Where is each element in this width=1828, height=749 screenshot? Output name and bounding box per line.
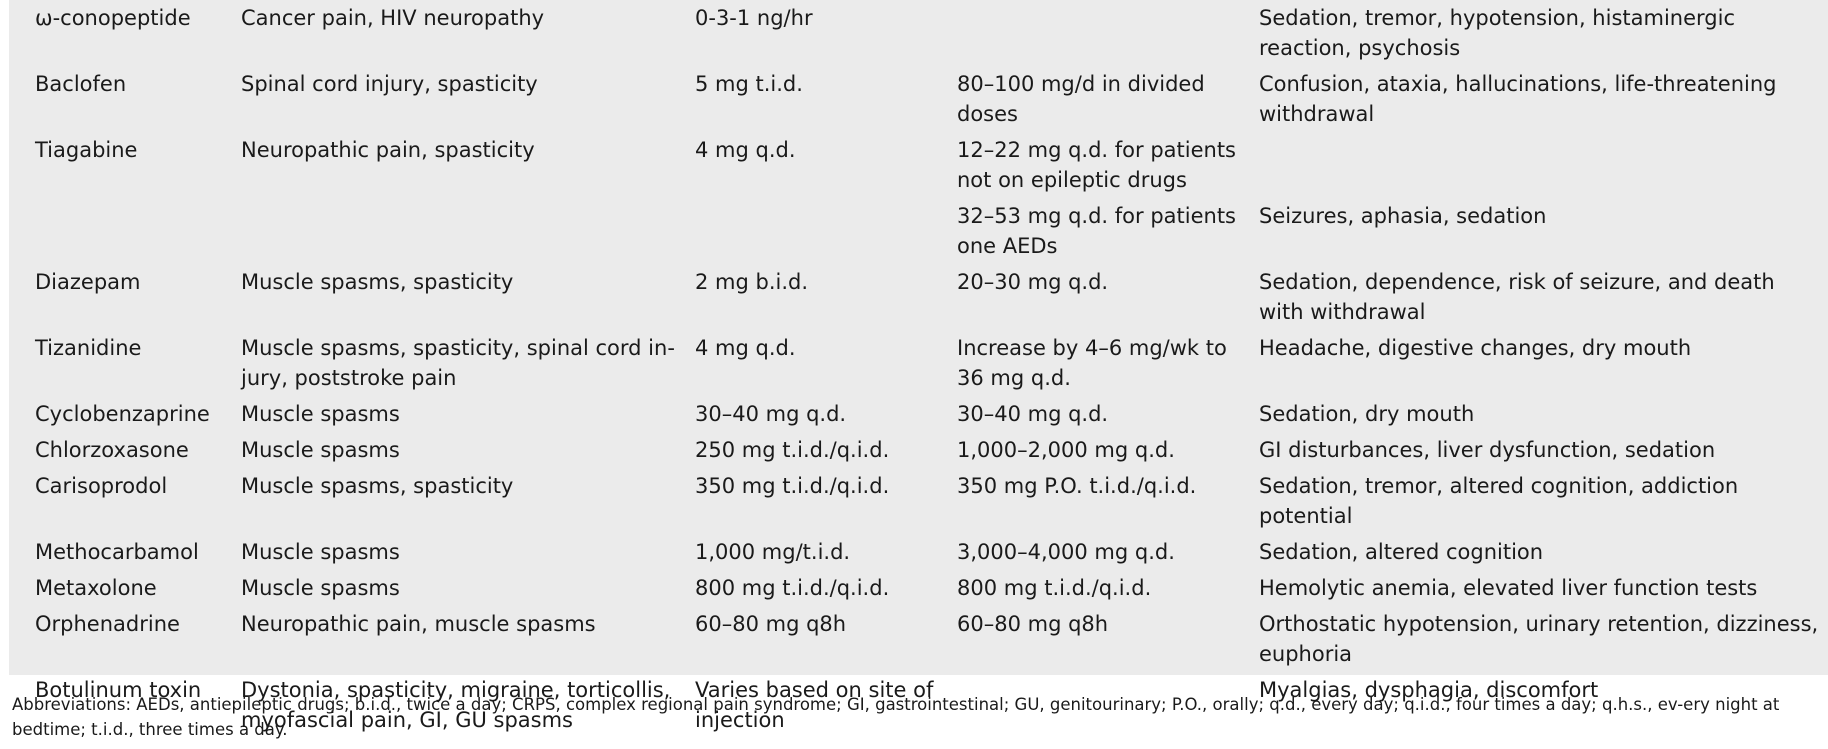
indication-cell: Muscle spasms: [241, 402, 400, 426]
drug-name-cell: Methocarbamol: [35, 540, 199, 564]
table-row: [23, 0, 1828, 66]
starting-dose-cell: 800 mg t.i.d./q.i.d.: [695, 576, 890, 600]
indication-cell: Spinal cord injury, spasticity: [241, 72, 538, 96]
side-effects-cell: Confusion, ataxia, hallucinations, life-threatening withdrawal: [1259, 72, 1777, 126]
max-dose-cell: 32–53 mg q.d. for patients one AEDs: [957, 204, 1236, 258]
side-effects-cell: Sedation, tremor, altered cognition, addiction potential: [1259, 474, 1739, 528]
table-row: [23, 264, 1828, 330]
side-effects-cell: Sedation, dependence, risk of seizure, and death with withdrawal: [1259, 270, 1775, 324]
max-dose-cell: 12–22 mg q.d. for patients not on epileptic drugs: [957, 138, 1236, 192]
indication-cell: Muscle spasms, spasticity, spinal cord in-jury, poststroke pain: [241, 336, 675, 390]
indication-cell: Muscle spasms: [241, 576, 400, 600]
indication-cell: Neuropathic pain, spasticity: [241, 138, 535, 162]
starting-dose-cell: 4 mg q.d.: [695, 336, 796, 360]
table-row: [23, 396, 1828, 432]
max-dose-cell: 80–100 mg/d in divided doses: [957, 72, 1205, 126]
side-effects-cell: Hemolytic anemia, elevated liver function tests: [1259, 576, 1758, 600]
starting-dose-cell: 30–40 mg q.d.: [695, 402, 847, 426]
max-dose-cell: 3,000–4,000 mg q.d.: [957, 540, 1175, 564]
drug-name-cell: Botulinum toxin: [35, 678, 202, 702]
drug-name-cell: Tizanidine: [35, 336, 142, 360]
max-dose-cell: 30–40 mg q.d.: [957, 402, 1109, 426]
starting-dose-cell: Varies based on site of injection: [695, 678, 934, 732]
max-dose-cell: 20–30 mg q.d.: [957, 270, 1109, 294]
indication-cell: [229, 198, 683, 264]
side-effects-cell: [1247, 132, 1828, 198]
max-dose-cell: 800 mg t.i.d./q.i.d.: [957, 576, 1152, 600]
side-effects-cell: Seizures, aphasia, sedation: [1259, 204, 1547, 228]
starting-dose-cell: 60–80 mg q8h: [695, 612, 847, 636]
max-dose-cell: [945, 0, 1247, 66]
starting-dose-cell: 2 mg b.i.d.: [695, 270, 809, 294]
drug-name-cell: Carisoprodol: [35, 474, 168, 498]
max-dose-cell: 350 mg P.O. t.i.d./q.i.d.: [957, 474, 1197, 498]
starting-dose-cell: 250 mg t.i.d./q.i.d.: [695, 438, 890, 462]
indication-cell: Neuropathic pain, muscle spasms: [241, 612, 596, 636]
abbreviations-footnote: Abbreviations: AEDs, antiepileptic drugs; b.i.d., twice a day; CRPS, complex regional pain syndrome; GI, gastrointestinal; GU, genitourinary; P.O., orally; q.d., every day; q.i.d., four times a day; q.h.s., ev-ery night at bedtime; t.i.d., three times a day.: [12, 695, 1780, 739]
table-row: [23, 132, 1828, 198]
indication-cell: Dystonia, spasticity, migraine, torticollis, myofascial pain, GI, GU spasms: [241, 678, 671, 732]
drug-name-cell: Baclofen: [35, 72, 127, 96]
starting-dose-cell: 0-3-1 ng/hr: [695, 6, 813, 30]
drug-name-cell: Tiagabine: [35, 138, 138, 162]
side-effects-cell: Myalgias, dysphagia, discomfort: [1259, 678, 1599, 702]
drug-table: [23, 0, 1828, 738]
drug-name-cell: [23, 198, 229, 264]
table-row: [23, 534, 1828, 570]
starting-dose-cell: 350 mg t.i.d./q.i.d.: [695, 474, 890, 498]
table-row: [23, 66, 1828, 132]
max-dose-cell: 60–80 mg q8h: [957, 612, 1109, 636]
side-effects-cell: Sedation, dry mouth: [1259, 402, 1475, 426]
drug-name-cell: Cyclobenzaprine: [35, 402, 210, 426]
drug-name-cell: Diazepam: [35, 270, 141, 294]
max-dose-cell: 1,000–2,000 mg q.d.: [957, 438, 1175, 462]
indication-cell: Cancer pain, HIV neuropathy: [241, 6, 545, 30]
drug-name-cell: ω-conopeptide: [35, 6, 191, 30]
table-row: [23, 432, 1828, 468]
side-effects-cell: Sedation, tremor, hypotension, histaminergic reaction, psychosis: [1259, 6, 1735, 60]
starting-dose-cell: 4 mg q.d.: [695, 138, 796, 162]
indication-cell: Muscle spasms: [241, 438, 400, 462]
side-effects-cell: Sedation, altered cognition: [1259, 540, 1544, 564]
drug-name-cell: Chlorzoxasone: [35, 438, 189, 462]
starting-dose-cell: [683, 198, 945, 264]
indication-cell: Muscle spasms: [241, 540, 400, 564]
indication-cell: Muscle spasms, spasticity: [241, 474, 514, 498]
table-row: [23, 606, 1828, 672]
table-row: [23, 468, 1828, 534]
side-effects-cell: Headache, digestive changes, dry mouth: [1259, 336, 1692, 360]
max-dose-cell: Increase by 4–6 mg/wk to 36 mg q.d.: [957, 336, 1227, 390]
starting-dose-cell: 5 mg t.i.d.: [695, 72, 803, 96]
table-row: [23, 198, 1828, 264]
drug-table-body: [23, 0, 1828, 738]
indication-cell: Muscle spasms, spasticity: [241, 270, 514, 294]
table-row: [23, 330, 1828, 396]
drug-name-cell: Orphenadrine: [35, 612, 180, 636]
drug-name-cell: Metaxolone: [35, 576, 157, 600]
side-effects-cell: GI disturbances, liver dysfunction, sedation: [1259, 438, 1716, 462]
table-row: [23, 570, 1828, 606]
starting-dose-cell: 1,000 mg/t.i.d.: [695, 540, 851, 564]
side-effects-cell: Orthostatic hypotension, urinary retention, dizziness, euphoria: [1259, 612, 1819, 666]
